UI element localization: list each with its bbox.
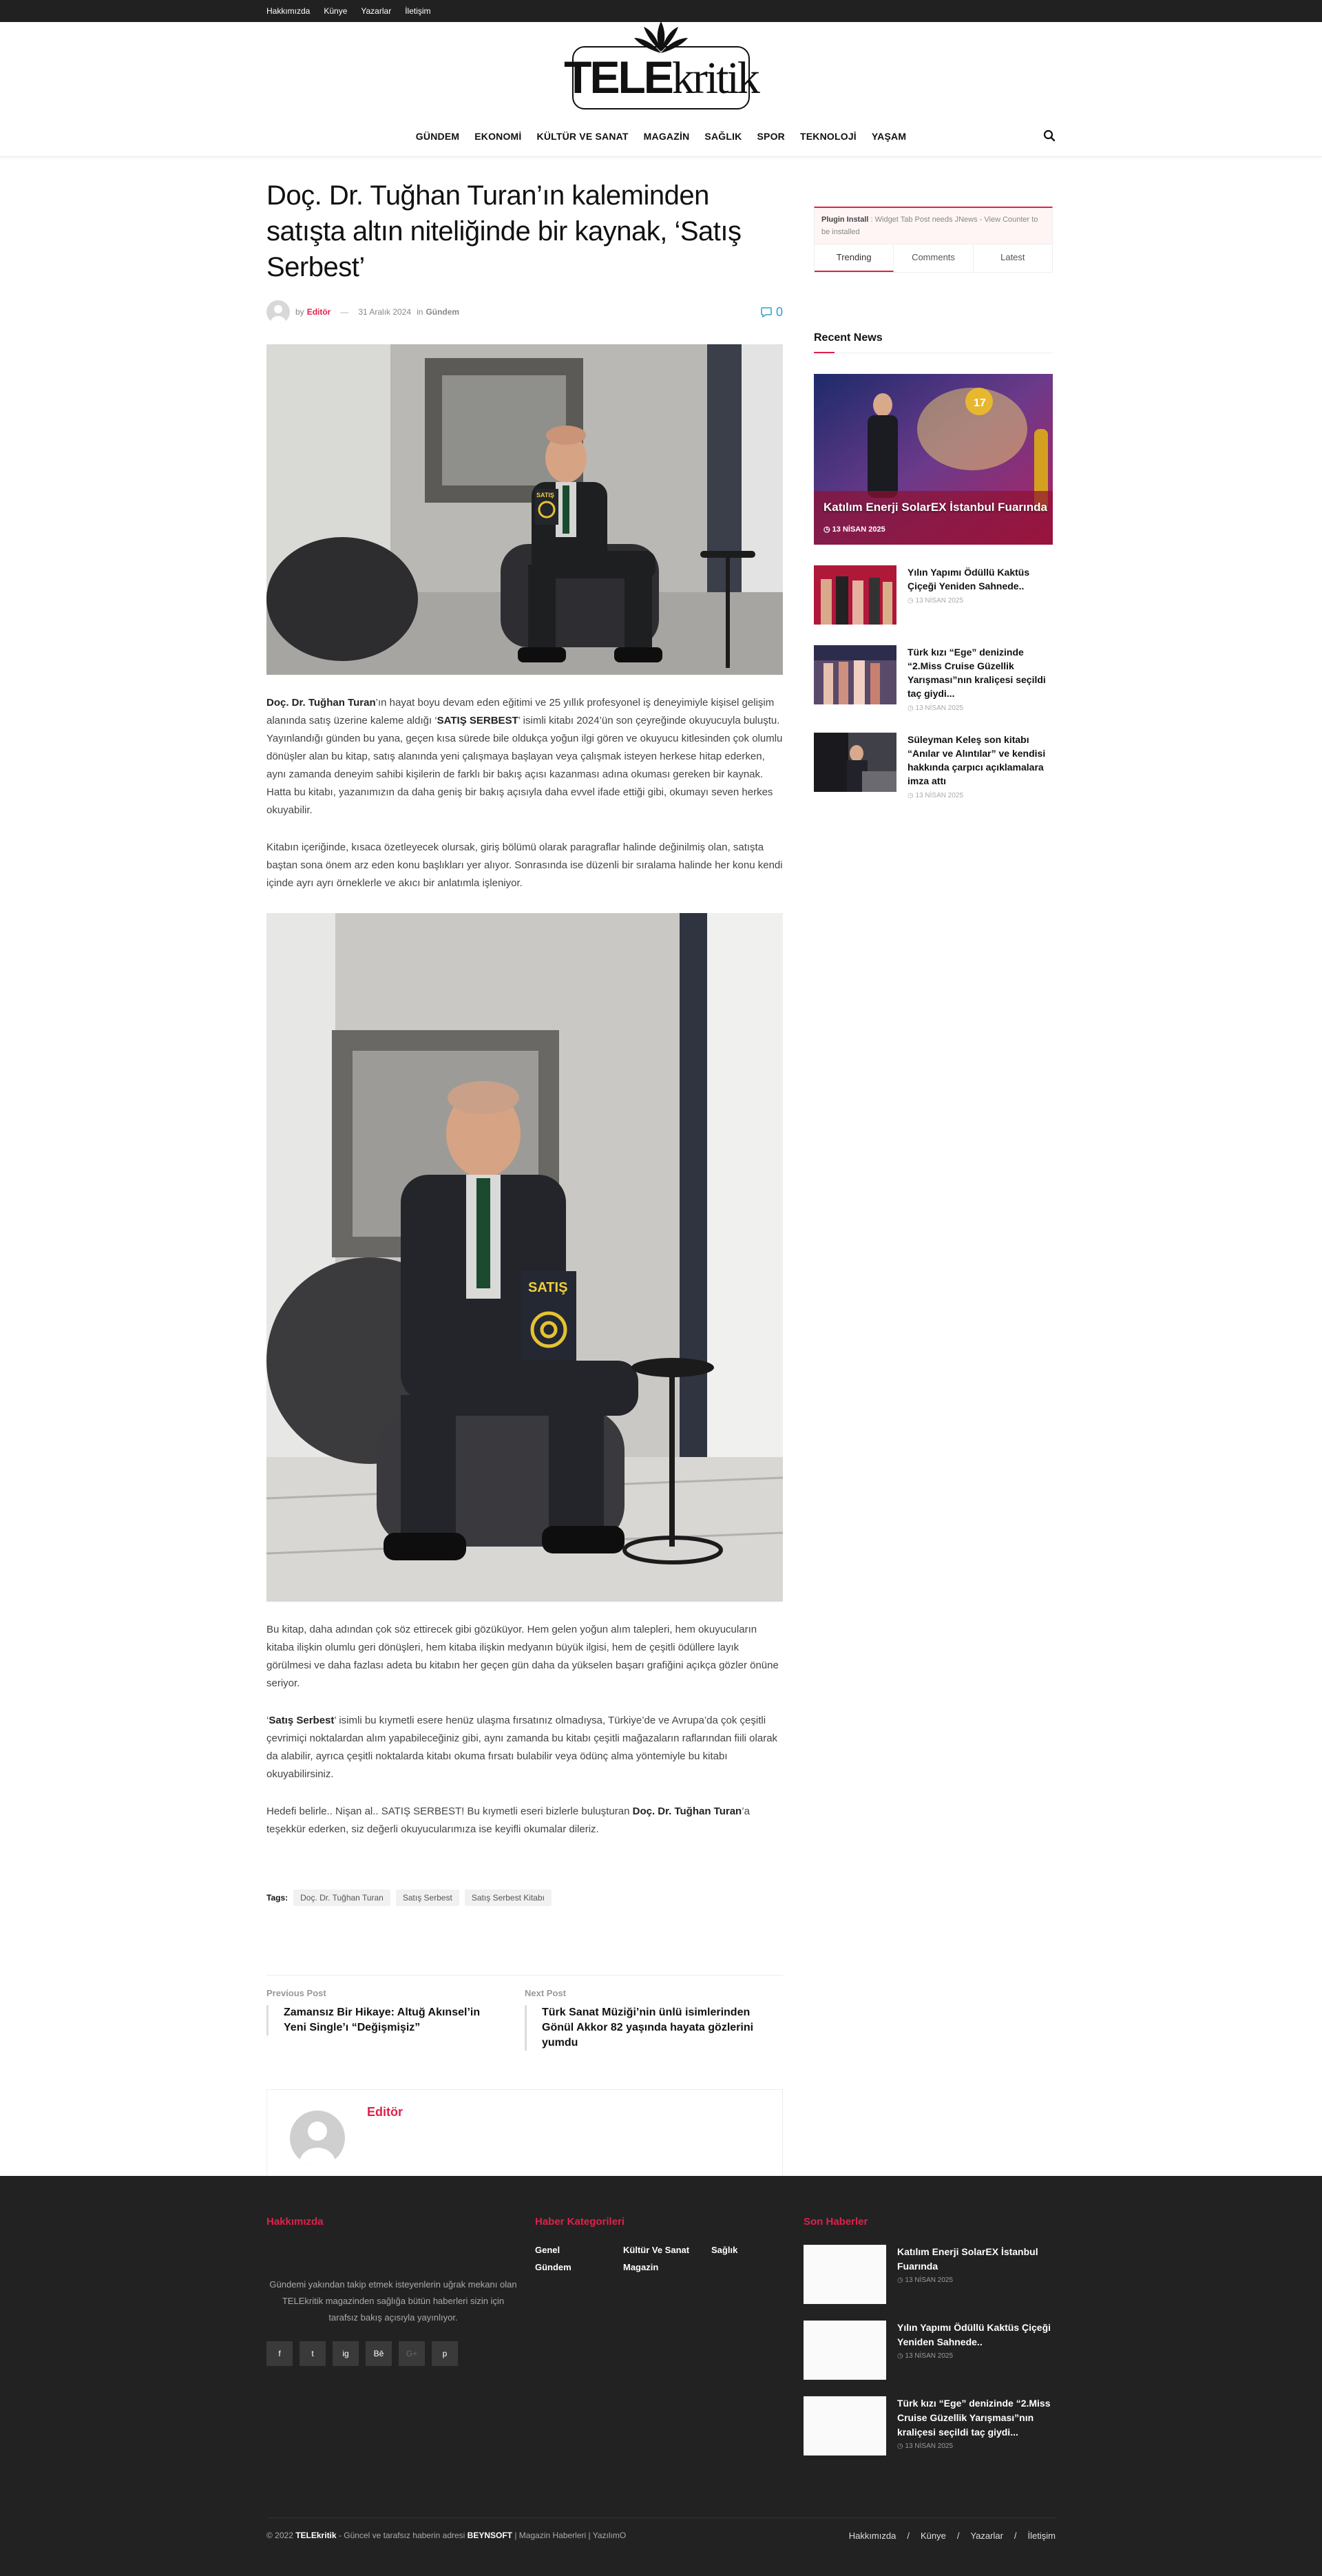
- article-paragraph-1: [266, 694, 783, 819]
- topbar-link-contact[interactable]: İletişim: [405, 6, 431, 16]
- footer-link-separator: /: [907, 2531, 910, 2541]
- footer-bottom-links: [849, 2531, 1056, 2541]
- p1-text-1: ’ın hayat boyu devam eden eğitimi ve 25 yıllık profesyonel iş deneyimiyle kişisel gelişim alanında satış üzerine kaleme aldığı ‘: [266, 697, 775, 726]
- p5-text-2: ’a teşekkür ederken, siz değerli okuyucularımıza ise keyifli okumalar dileriz.: [266, 1805, 750, 1835]
- article-title: Doç. Dr. Tuğhan Turan’ın kaleminden satışta altın niteliğinde bir kaynak, ‘Satış Serbest’: [266, 180, 742, 282]
- site-logo[interactable]: [564, 46, 758, 109]
- news-date: ◷ 13 NİSAN 2025: [907, 704, 964, 712]
- news-thumbnail[interactable]: [814, 733, 896, 792]
- logo-text-kritik: kritik: [671, 53, 758, 103]
- pinterest-icon[interactable]: p: [432, 2341, 458, 2366]
- topbar-link-imprint[interactable]: Künye: [324, 6, 348, 16]
- nav-item-spor[interactable]: SPOR: [757, 131, 785, 142]
- sidebar-news-item[interactable]: [814, 565, 1053, 625]
- nav-item-teknoloji[interactable]: TEKNOLOJİ: [799, 131, 857, 142]
- copyright: [266, 2531, 626, 2541]
- meta-category-link[interactable]: Gündem: [426, 307, 460, 317]
- article-featured-image: [266, 344, 783, 675]
- previous-post[interactable]: [266, 1988, 525, 2051]
- footer-news-item-title[interactable]: Türk kızı “Ege” denizinde “2.Miss Cruise Güzellik Yarışması”nın kraliçesi seçildi taç giydi...: [897, 2398, 1051, 2438]
- footer-news-date-text: 13 NİSAN 2025: [905, 2442, 954, 2450]
- news-date-text: 13 NİSAN 2025: [915, 704, 964, 712]
- logo-area: [0, 22, 1322, 116]
- footer-link-about[interactable]: Hakkımızda: [848, 2531, 896, 2541]
- sidebar: [814, 207, 1053, 799]
- meta-date: 31 Aralık 2024: [358, 307, 412, 317]
- featured-news-date: ◷ 13 NİSAN 2025: [823, 525, 885, 534]
- next-post-label: Next Post: [525, 1988, 566, 1998]
- nav-item-saglik[interactable]: SAĞLIK: [704, 131, 742, 142]
- next-post[interactable]: [525, 1988, 783, 2051]
- p1-bold-book: SATIŞ SERBEST: [437, 715, 518, 726]
- footer-bottom-bar: [266, 2517, 1056, 2541]
- footer-category-link[interactable]: Sağlık: [711, 2245, 738, 2255]
- post-navigation: [266, 1975, 783, 2051]
- footer-category-link[interactable]: Kültür Ve Sanat: [623, 2245, 690, 2255]
- article-paragraph-4: ‘Satış Serbest’ isimli bu kıymetli esere henüz ulaşma fırsatınız olmadıysa, Türkiye’de ve Avrupa’da çok çeşitli çevrimiçi noktalardan alım yapabileceğiniz gibi, aynı zamanda bu kitabı çeşitli mağazaların raflarından fiili olarak da alabilir, ayrıca çeşitli noktalarda kitabı okuma fırsatı bulabilir veya ödünç alma yöntemiyle bu kitabı okuyabilirsiniz.: [266, 1715, 778, 1780]
- footer-about-title: Hakkımızda: [266, 2216, 324, 2228]
- tags-list: [266, 1889, 783, 1906]
- comments-count-link[interactable]: [761, 305, 783, 320]
- footer-news-date-text: 13 NİSAN 2025: [905, 2352, 954, 2360]
- google-plus-icon[interactable]: G+: [399, 2341, 425, 2366]
- sidebar-news-item[interactable]: [814, 733, 1053, 799]
- plugin-notice-text: : Widget Tab Post needs JNews - View Counter to be installed: [821, 216, 1038, 236]
- meta-in-label: in: [417, 307, 423, 317]
- article-paragraph-5: [266, 1803, 783, 1839]
- copyright-mid: - Güncel ve tarafsız haberin adresi: [336, 2531, 468, 2540]
- previous-post-link[interactable]: Zamansız Bir Hikaye: Altuğ Akınsel’in Yeni Single’ı “Değişmişiz”: [266, 2005, 501, 2035]
- tab-post-widget: [814, 207, 1053, 273]
- article-meta: [266, 300, 783, 324]
- footer-link-separator: /: [1014, 2531, 1017, 2541]
- author-box-name[interactable]: Editör: [367, 2105, 403, 2119]
- footer-news-list: [804, 2245, 1056, 2472]
- footer-news-thumbnail[interactable]: [804, 2321, 886, 2380]
- featured-news-title[interactable]: Katılım Enerji SolarEX İstanbul Fuarında: [823, 501, 1047, 514]
- nav-item-kultur-ve-sanat[interactable]: KÜLTÜR VE SANAT: [536, 131, 629, 142]
- meta-author-link[interactable]: Editör: [306, 307, 331, 317]
- logo-text-tele: TELE: [564, 52, 672, 103]
- tab-comments[interactable]: Comments: [894, 244, 973, 272]
- footer-news-item-date: ◷ 13 NİSAN 2025: [897, 2352, 954, 2360]
- comment-icon: [761, 307, 772, 317]
- book-cover-title-2: SATIŞ: [528, 1280, 568, 1295]
- behance-icon[interactable]: Bē: [366, 2341, 392, 2366]
- tag-link[interactable]: Satış Serbest Kitabı: [465, 1889, 552, 1906]
- p4-bold-book: Satış Serbest: [269, 1715, 335, 1726]
- comments-count: 0: [775, 304, 783, 319]
- social-links: [266, 2341, 458, 2366]
- article-inline-image: [266, 913, 783, 1602]
- footer-news-thumbnail[interactable]: [804, 2245, 886, 2304]
- news-date-text: 13 NİSAN 2025: [915, 792, 964, 799]
- previous-post-label: Previous Post: [266, 1988, 326, 1998]
- footer-category-link[interactable]: Gündem: [535, 2262, 571, 2272]
- article: [266, 178, 783, 2219]
- footer-news-date-text: 13 NİSAN 2025: [905, 2276, 954, 2284]
- footer-category-link[interactable]: Magazin: [623, 2262, 659, 2272]
- article-paragraph-2: Kitabın içeriğinde, kısaca özetleyecek olursak, giriş bölümü olarak paragraflar halinde değinilmiş olan, satışta baştan sona önem arz eden konu başlıkları yer alıyor. Sonrasında ise düzenli bir sıralama halinde her konu kendi içinde ayrı ayrı örneklerle ve akıcı bir anlatımla işleniyor.: [266, 841, 783, 889]
- site-footer: [0, 2176, 1322, 2576]
- meta-separator: —: [340, 307, 349, 317]
- news-date-text: 13 NİSAN 2025: [915, 597, 964, 605]
- news-date: ◷ 13 NİSAN 2025: [907, 792, 964, 799]
- footer-about-text: Gündemi yakından takip etmek isteyenlerin uğrak mekanı olan TELEkritik magazinden sağlığa bütün haberleri sizin için tarafsız bakış açısıyla yayınlıyor.: [269, 2279, 517, 2323]
- nav-item-magazin[interactable]: MAGAZİN: [643, 131, 690, 142]
- book-cover-title: SATIŞ: [536, 492, 554, 499]
- footer-link-separator: /: [956, 2531, 960, 2541]
- copyright-rest[interactable]: | Magazin Haberleri | YazılımO: [512, 2531, 627, 2540]
- instagram-icon[interactable]: ig: [333, 2341, 359, 2366]
- lotus-icon: [630, 19, 692, 60]
- meta-by-label: by: [295, 307, 304, 317]
- facebook-icon[interactable]: f: [266, 2341, 293, 2366]
- nav-item-yasam[interactable]: YAŞAM: [871, 131, 907, 142]
- nav-item-ekonomi[interactable]: EKONOMİ: [474, 131, 522, 142]
- footer-categories: [535, 2245, 799, 2272]
- footer-news-item[interactable]: [804, 2321, 1056, 2380]
- search-icon[interactable]: [1043, 129, 1056, 142]
- main-nav: [0, 116, 1322, 157]
- footer-news-title: Son Haberler: [804, 2216, 868, 2228]
- next-post-link[interactable]: Türk Sanat Müziği’nin ünlü isimlerinden Gönül Akkor 82 yaşında hayata gözlerini yumdu: [525, 2005, 759, 2051]
- tag-link[interactable]: Satış Serbest: [396, 1889, 459, 1906]
- footer-news-item[interactable]: [804, 2396, 1056, 2455]
- widget-tab-row: [815, 244, 1052, 272]
- footer-news-item-title[interactable]: Katılım Enerji SolarEX İstanbul Fuarında: [897, 2246, 1038, 2272]
- author-avatar[interactable]: [266, 300, 290, 324]
- article-paragraph-3: Bu kitap, daha adından çok söz ettirecek gibi gözüküyor. Hem gelen yoğun alım talepleri, hem okuyucuların kitaba ilişkin olumlu geri dönüşleri, hem kitaba ilişkin medyanın büyük ilgisi, hem de çeşitli ödüllere layık görülmesi ve daha fazlası adeta bu kitabın her geçen gün daha da yükselen başarı grafiğini açıkça gözler önüne seriyor.: [266, 1624, 779, 1689]
- footer-news-item-date: ◷ 13 NİSAN 2025: [897, 2442, 954, 2450]
- footer-news-item[interactable]: [804, 2245, 1056, 2304]
- nav-item-gundem[interactable]: GÜNDEM: [415, 131, 460, 142]
- copyright-pre: © 2022: [266, 2531, 296, 2540]
- p1-text-2: ’ isimli kitabı 2024’ün son çeyreğinde okuyucuyla buluştu. Yayınlandığı günden bu yana, geçen kısa sürede bile oldukça yoğun ilgi gören ve okuyucu kitlesinden çok olumlu dönüşler alan bu kitap, satış alanında yeni çalışmaya başlayan veya çalışmak isteyen herkese hitap ederken, aynı zamanda deneyim sahibi kişilerin de farklı bir bakış açısı kazanması adına okuması gereken bir kaynak. Hatta bu kitabı, yazanımızın da daha geniş bir bakış açısıyla daha evvel ifade ettiği gibi, okumayı seven herkes okuyabilir.: [266, 715, 783, 816]
- news-thumbnail[interactable]: [814, 645, 896, 704]
- footer-news-thumbnail[interactable]: [804, 2396, 886, 2455]
- copyright-brand[interactable]: TELEkritik: [295, 2531, 337, 2540]
- footer-link-contact[interactable]: İletişim: [1027, 2531, 1056, 2541]
- p5-text-1: Hedefi belirle.. Nişan al.. SATIŞ SERBEST! Bu kıymetli eseri bizlerle buluşturan: [266, 1805, 633, 1817]
- footer-category-link[interactable]: Genel: [535, 2245, 560, 2255]
- beynsoft-logo[interactable]: BEYNSOFT: [467, 2531, 513, 2540]
- tab-trending[interactable]: Trending: [815, 244, 894, 272]
- news-title[interactable]: Türk kızı “Ege” denizinde “2.Miss Cruise Güzellik Yarışması”nın kraliçesi seçildi taç giydi...: [907, 647, 1046, 699]
- p5-bold-author: Doç. Dr. Tuğhan Turan: [632, 1805, 742, 1817]
- topbar-link-about[interactable]: Hakkımızda: [266, 6, 311, 16]
- footer-news-item-title[interactable]: Yılın Yapımı Ödüllü Kaktüs Çiçeği Yeniden Sahnede..: [897, 2322, 1051, 2347]
- p4-text-1: ’ isimli bu kıymetli esere henüz ulaşma fırsatınız olmadıysa, Türkiye’de ve Avrupa’da çok çeşitli çevrimiçi noktalardan alım yapabileceğiniz gibi, aynı zamanda bu kitabı çeşitli mağazaların raflarından fiili olarak da alabilir, ayrıca çeşitli noktalarda kitabı okuma fırsatı bulabilir veya ödünç alma yöntemiyle bu kitabı okuyabilirsiniz.: [266, 1715, 778, 1780]
- twitter-icon[interactable]: t: [300, 2341, 326, 2366]
- author-box-avatar[interactable]: [290, 2111, 345, 2166]
- plugin-notice-title: Plugin Install: [821, 216, 869, 224]
- news-date: ◷ 13 NİSAN 2025: [907, 597, 964, 605]
- news-title[interactable]: Yılın Yapımı Ödüllü Kaktüs Çiçeği Yeniden Sahnede..: [907, 567, 1030, 591]
- footer-link-imprint[interactable]: Künye: [920, 2531, 946, 2541]
- footer-categories-title: Haber Kategorileri: [535, 2216, 625, 2228]
- sidebar-news-item[interactable]: [814, 645, 1053, 712]
- featured-badge: 17: [974, 397, 986, 409]
- tag-link[interactable]: Doç. Dr. Tuğhan Turan: [293, 1889, 390, 1906]
- news-title[interactable]: Süleyman Keleş son kitabı “Anılar ve Alıntılar” ve kendisi hakkında çarpıcı açıklamalara imza attı: [907, 734, 1046, 786]
- news-thumbnail[interactable]: [814, 565, 896, 625]
- footer-link-authors[interactable]: Yazarlar: [970, 2531, 1003, 2541]
- author-box: [266, 2089, 783, 2186]
- topbar-link-authors[interactable]: Yazarlar: [361, 6, 392, 16]
- recent-news-title: Recent News: [814, 332, 1053, 353]
- featured-news-card[interactable]: [814, 374, 1053, 545]
- featured-news-date-text: 13 NİSAN 2025: [832, 525, 885, 534]
- plugin-notice: [815, 208, 1052, 244]
- tab-latest[interactable]: Latest: [1000, 252, 1025, 262]
- tags-label: Tags:: [266, 1893, 288, 1903]
- p1-bold-author: Doç. Dr. Tuğhan Turan: [266, 697, 376, 709]
- footer-news-item-date: ◷ 13 NİSAN 2025: [897, 2276, 954, 2284]
